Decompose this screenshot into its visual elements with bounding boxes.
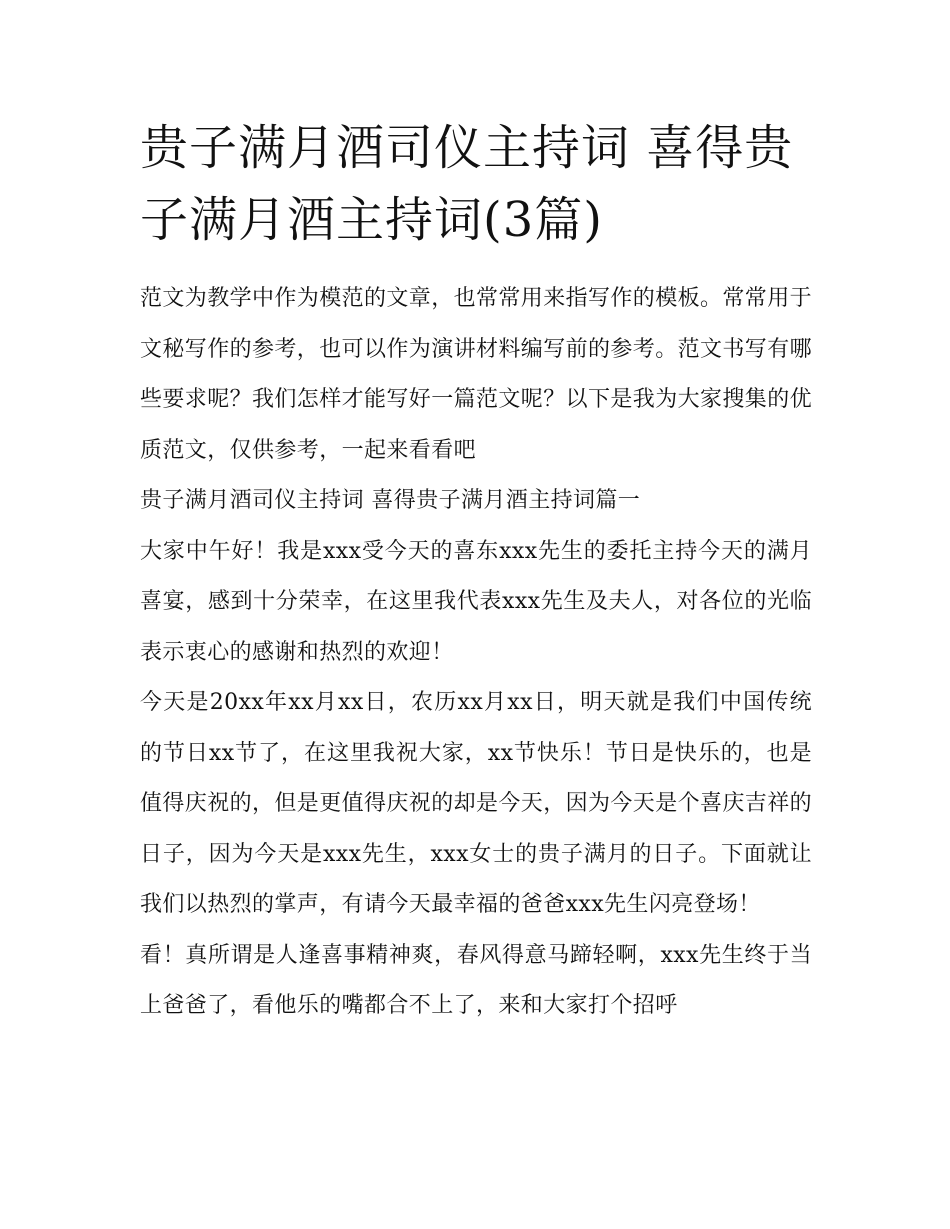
section-heading: 贵子满月酒司仪主持词 喜得贵子满月酒主持词篇一 [140, 488, 641, 513]
document-page [140, 112, 812, 1032]
document-title: 贵子满月酒司仪主持词 喜得贵子满月酒主持词(3篇) [140, 120, 794, 248]
greeting-paragraph: 大家中午好！我是xxx受今天的喜东xxx先生的委托主持今天的满月喜宴，感到十分荣幸，在这里我代表xxx先生及夫人，对各位的光临表示衷心的感谢和热烈的欢迎！ [140, 538, 812, 665]
date-paragraph: 今天是20xx年xx月xx日，农历xx月xx日，明天就是我们中国传统的节日xx节了，在这里我祝大家，xx节快乐！节日是快乐的，也是值得庆祝的，但是更值得庆祝的却是今天，因为今天是个喜庆吉祥的日子，因为今天是xxx先生，xxx女士的贵子满月的日子。下面就让我们以热烈的掌声，有请今天最幸福的爸爸xxx先生闪亮登场！ [140, 690, 813, 917]
document-body [140, 274, 812, 1032]
intro-paragraph: 范文为教学中作为模范的文章，也常常用来指写作的模板。常常用于文秘写作的参考，也可以作为演讲材料编写前的参考。范文书写有哪些要求呢？我们怎样才能写好一篇范文呢？以下是我为大家搜集的优质范文，仅供参考，一起来看看吧 [140, 286, 813, 463]
closing-paragraph: 看！真所谓是人逢喜事精神爽，春风得意马蹄轻啊，xxx先生终于当上爸爸了，看他乐的嘴都合不上了，来和大家打个招呼 [140, 942, 812, 1018]
